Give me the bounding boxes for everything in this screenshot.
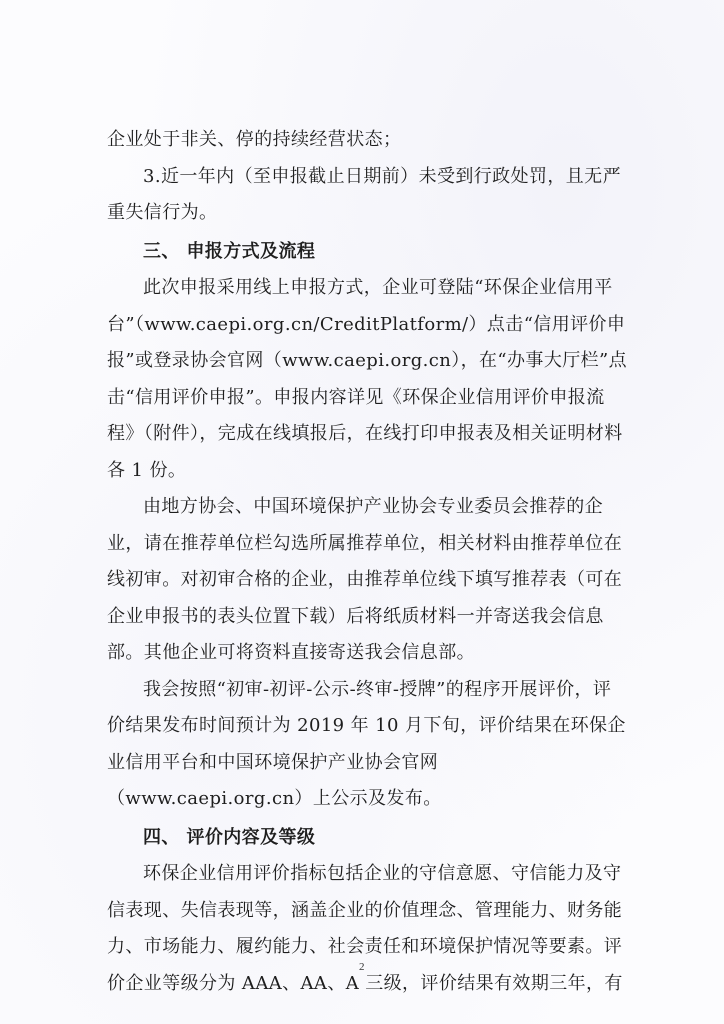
section-heading-evaluation-content: 四、 评价内容及等级 (143, 826, 316, 848)
paragraph-evaluation-indicators: 环保企业信用评价指标包括企业的守信意愿、守信能力及守信表现、失信表现等，涵盖企业的价值理念、管理能力、财务能力、市场能力、履约能力、社会责任和环境保护情况等要素。评价企业等级分为 AAA、AA、A 三级，评价结果有效期三年，有 (107, 863, 623, 994)
paragraph-criterion-3: 3.近一年内（至申报截止日期前）未受到行政处罚，且无严重失信行为。 (107, 165, 621, 223)
section-heading-application-method: 三、 申报方式及流程 (143, 240, 316, 262)
page-number: 2 (359, 961, 365, 973)
paragraph-evaluation-procedure: 我会按照“初审-初评-公示-终审-授牌”的程序开展评价，评价结果发布时间预计为 2019 年 10 月下旬，评价结果在环保企业信用平台和中国环境保护产业协会官网（www.caepi.org.cn）上公示及发布。 (107, 678, 626, 809)
paragraph-online-application: 此次申报采用线上申报方式，企业可登陆“环保企业信用平台”（www.caepi.org.cn/CreditPlatform/）点击“信用评价申报”或登录协会官网（www.caepi.org.cn），在“办事大厅栏”点击“信用评价申报”。申报内容详见《环保企业信用评价申报流程》（附件），完成在线填报后，在线打印申报表及相关证明材料各 1 份。 (107, 277, 628, 481)
paragraph-recommendation: 由地方协会、中国环境保护产业协会专业委员会推荐的企业，请在推荐单位栏勾选所属推荐单位，相关材料由推荐单位在线初审。对初审合格的企业，由推荐单位线下填写推荐表（可在企业申报书的表头位置下载）后将纸质材料一并寄送我会信息部。其他企业可将资料直接寄送我会信息部。 (107, 496, 623, 663)
paragraph-continuation: 企业处于非关、停的持续经营状态； (107, 129, 402, 150)
